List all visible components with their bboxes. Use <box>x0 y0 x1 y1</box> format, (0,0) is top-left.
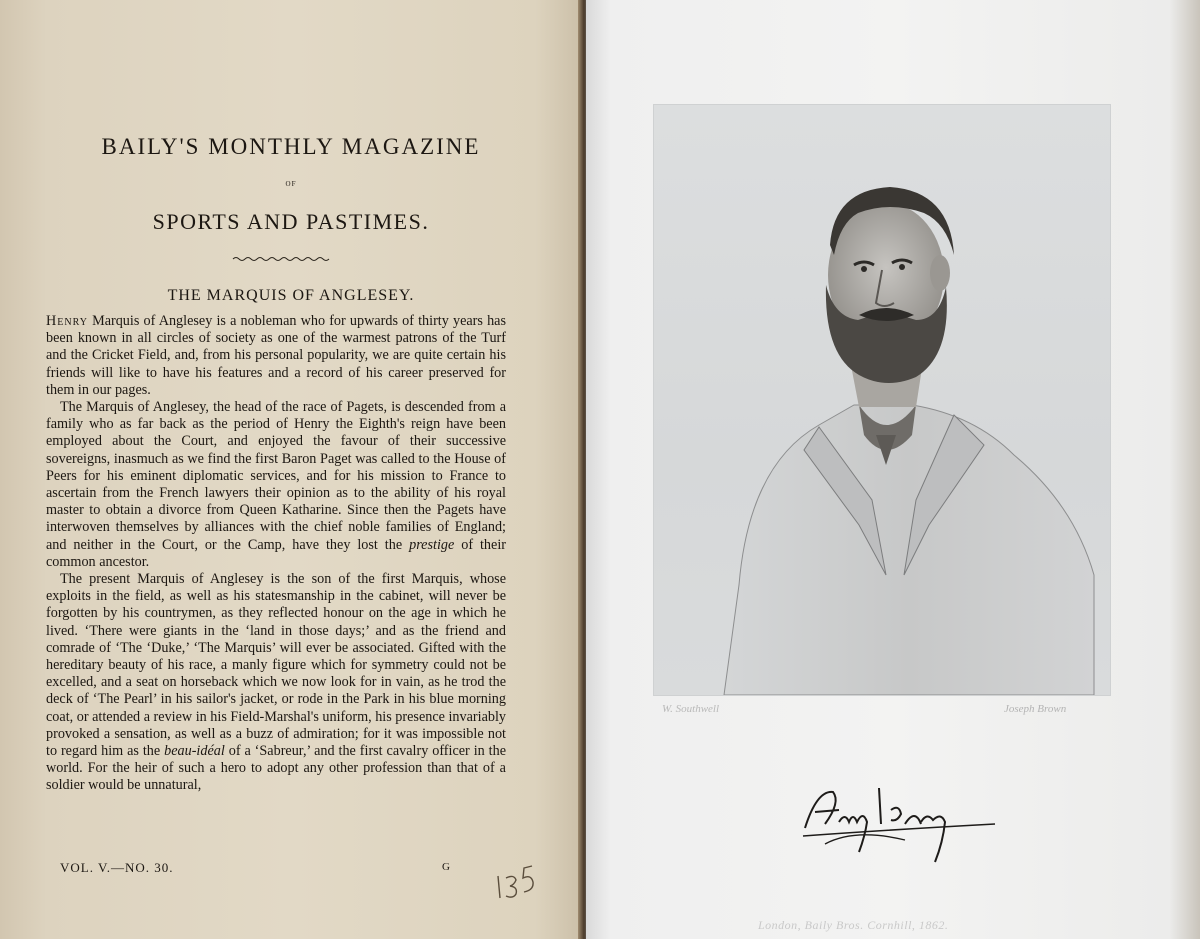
engraver-credit: Joseph Brown <box>1004 703 1067 715</box>
handwritten-number <box>490 858 550 902</box>
signature-anglesey <box>795 780 1010 880</box>
engraving-plate <box>653 104 1111 696</box>
paragraph-1-text: Marquis of Anglesey is a nobleman who for upwards of thirty years has been known in all circles of society as one of the warmest patrons of the Turf and the Cricket Field, and, from his personal popularity, we are quite certain his friends will like to have his features and a record of his career preserved for them in our pages. <box>46 313 506 398</box>
paragraph-1 <box>46 313 506 399</box>
paragraph-2-text-a: The Marquis of Anglesey, the head of the race of Pagets, is descended from a family who as far back as the period of Henry the Eighth's reign have been employed about the Court, and enjoyed the favour of their successive sovereigns, inasmuch as we find the first Baron Paget was called to the House of Peers for his eminent diplomatic services, and for his mission to France to ascertain from the French lawyers their opinion as to the ability of his royal master to obtain a divorce from Queen Katharine. Since then the Pagets have interwoven themselves by alliances with the chief noble families of England; and neither in the Court, or the Camp, have they lost the <box>46 399 506 553</box>
drop-word: Henry <box>46 313 88 329</box>
italic-prestige: prestige <box>409 536 455 553</box>
article-title: THE MARQUIS OF ANGLESEY. <box>167 287 415 304</box>
paragraph-3 <box>46 571 506 795</box>
paragraph-2-text-b: of their common ancestor. <box>46 536 506 570</box>
magazine-subtitle: SPORTS AND PASTIMES. <box>152 209 430 234</box>
paragraph-2 <box>46 399 506 571</box>
magazine-title-of: OF <box>285 180 297 188</box>
italic-beau-ideal: beau-idéal <box>164 743 225 760</box>
paragraph-3-text-b: of a ‘Sabreur,’ and the first cavalry officer in the world. For the heir of such a hero to adopt any other profession than that of a soldier would be unnatural, <box>46 743 506 794</box>
left-page <box>0 0 582 939</box>
paragraph-3-text-a: The present Marquis of Anglesey is the son of the first Marquis, whose exploits in the field, as well as his statesmanship in the cabinet, will never be forgotten by his countrymen, as they reflected honour on the age in which he lived. ‘There were giants in the ‘land in those days;’ and as the friend and comrade of ‘The ‘Duke,’ ‘The Marquis’ will ever be associated. Gifted with the hereditary beauty of his race, a manly figure which for symmetry could not be excelled, and a seat on horseback which we now look for in vain, as he trod the deck of ‘The Pearl’ in his sailor's jacket, or rode in the Park in his blue morning coat, or attended a review in his Field-Marshal's uniform, his presence invariably provoked a sensation, as well as a buzz of admiration; for it was impossible not to regard him as the <box>46 571 506 760</box>
publisher-imprint: London, Baily Bros. Cornhill, 1862. <box>758 918 949 932</box>
wavy-rule-ornament <box>231 254 331 264</box>
article-body <box>46 313 506 795</box>
portrait-engraving <box>654 105 1110 695</box>
magazine-title: BAILY'S MONTHLY MAGAZINE <box>101 134 481 159</box>
painter-credit: W. Southwell <box>662 703 720 715</box>
footer-volume: VOL. V.—NO. 30. <box>60 860 174 875</box>
footer-signature-mark: G <box>442 861 450 873</box>
